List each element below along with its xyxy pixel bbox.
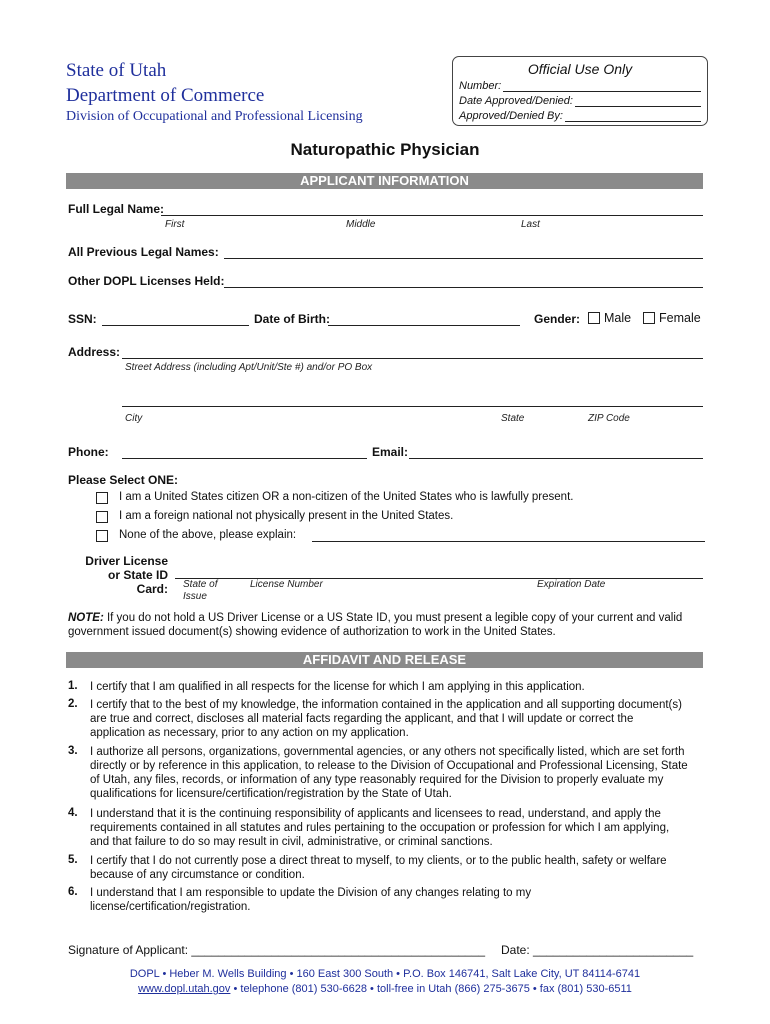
affidavit-item-text: I understand that it is the continuing responsibility of applicants and licensees to read, understand, and apply the requirements contained in all statutes and rules pertaining to the occupation or profession for which I am applying, and that failure to do so may result in civil, administrative, or criminal sanctions.	[90, 808, 670, 848]
affidavit-item-number: 2.	[68, 698, 78, 710]
female-label: Female	[659, 311, 701, 325]
expiration-date-hint: Expiration Date	[537, 579, 606, 590]
affidavit-item-text: I understand that I am responsible to update the Division of any changes relating to my license/certification/registration.	[90, 887, 532, 913]
footer-address: DOPL • Heber M. Wells Building • 160 East 300 South • P.O. Box 146741, Salt Lake City, UT 84114-6741	[129, 968, 641, 980]
dob-field[interactable]	[328, 325, 520, 326]
official-use-box	[452, 56, 708, 126]
email-field[interactable]	[409, 458, 703, 459]
state-of-issue-hint: State of Issue	[183, 579, 218, 602]
previous-names-field[interactable]	[224, 258, 703, 259]
previous-names-label: All Previous Legal Names:	[68, 245, 219, 259]
affidavit-item-text: I authorize all persons, organizations, governmental agencies, or any others not specifically listed, which are set forth directly or by reference in this application, to release to the Division of Occupational and Professional Licensing, State of Utah, any files, records, or information of any type reasonably required for the Division to properly evaluate my qualifications for licensure/certification/registration by the State of Utah.	[90, 746, 688, 800]
division-name: Division of Occupational and Professional Licensing	[66, 109, 363, 124]
address-label: Address:	[68, 345, 121, 359]
none-above-checkbox[interactable]	[96, 530, 108, 542]
applicant-information-header: APPLICANT INFORMATION	[66, 173, 703, 189]
city-state-zip-field[interactable]	[122, 406, 703, 407]
affidavit-item-text: I certify that I do not currently pose a direct threat to myself, to my clients, or to the public health, safety or welfare because of any circumstance or condition.	[90, 855, 667, 881]
affidavit-item-number: 4.	[68, 807, 78, 819]
middle-hint: Middle	[346, 219, 376, 230]
signature-field[interactable]: Signature of Applicant: ____________________________________________	[68, 943, 486, 957]
id-note: NOTE: If you do not hold a US Driver License or a US State ID, you must present a legible copy of your current and valid government issued document(s) showing evidence of authorization to work in the United States.	[68, 612, 683, 638]
license-number-hint: License Number	[250, 579, 323, 590]
form-title: Naturopathic Physician	[290, 140, 480, 159]
affidavit-item-number: 5.	[68, 854, 78, 866]
foreign-national-label: I am a foreign national not physically present in the United States.	[119, 510, 454, 522]
us-citizen-checkbox[interactable]	[96, 492, 108, 504]
official-date-label: Date Approved/Denied:	[459, 95, 573, 107]
phone-label: Phone:	[68, 445, 109, 459]
full-name-field[interactable]	[161, 215, 703, 216]
dopl-website-link[interactable]: www.dopl.utah.gov	[138, 983, 231, 995]
city-hint: City	[125, 413, 143, 424]
zip-hint: ZIP Code	[588, 413, 630, 424]
dob-label: Date of Birth:	[254, 312, 330, 326]
male-checkbox[interactable]	[588, 312, 600, 324]
official-number-label: Number:	[459, 80, 502, 92]
ssn-label: SSN:	[68, 312, 97, 326]
male-label: Male	[604, 311, 632, 325]
official-by-label: Approved/Denied By:	[459, 110, 563, 122]
affidavit-item-text: I certify that to the best of my knowledge, the information contained in the application and all supporting document(s) are true and correct, discloses all material facts regarding the applicant, and that I will update or correct the application as necessary, prior to any action on my application.	[90, 699, 682, 739]
last-hint: Last	[521, 219, 540, 230]
ssn-field[interactable]	[102, 325, 249, 326]
affidavit-item-number: 3.	[68, 745, 78, 757]
department-name: Department of Commerce	[66, 85, 265, 106]
select-one-label: Please Select ONE:	[68, 473, 179, 487]
full-name-label: Full Legal Name:	[68, 202, 165, 216]
street-hint: Street Address (including Apt/Unit/Ste #) and/or PO Box	[125, 362, 373, 373]
us-citizen-label: I am a United States citizen OR a non-citizen of the United States who is lawfully present.	[119, 491, 574, 503]
affidavit-item-number: 1.	[68, 680, 78, 692]
female-checkbox[interactable]	[643, 312, 655, 324]
email-label: Email:	[372, 445, 409, 459]
affidavit-item-text: I certify that I am qualified in all respects for the license for which I am applying in this application.	[90, 681, 585, 693]
phone-field[interactable]	[122, 458, 367, 459]
other-licenses-label: Other DOPL Licenses Held:	[68, 274, 225, 288]
explain-field[interactable]	[312, 541, 705, 542]
official-use-title: Official Use Only	[527, 61, 633, 77]
street-address-field[interactable]	[122, 358, 703, 359]
affidavit-header: AFFIDAVIT AND RELEASE	[66, 652, 703, 668]
signature-date-field[interactable]: Date: ________________________	[501, 943, 694, 957]
other-licenses-field[interactable]	[224, 287, 703, 288]
footer-contact: www.dopl.utah.gov • telephone (801) 530-6628 • toll-free in Utah (866) 275-3675 • fax (801) 530-6511	[138, 983, 632, 995]
state-hint: State	[501, 413, 525, 424]
first-hint: First	[165, 219, 185, 230]
affidavit-item-number: 6.	[68, 886, 78, 898]
none-above-label: None of the above, please explain:	[119, 529, 297, 541]
driver-license-label: Driver License or State ID Card:	[85, 554, 168, 596]
foreign-national-checkbox[interactable]	[96, 511, 108, 523]
gender-label: Gender:	[534, 312, 581, 326]
state-name: State of Utah	[66, 60, 167, 81]
